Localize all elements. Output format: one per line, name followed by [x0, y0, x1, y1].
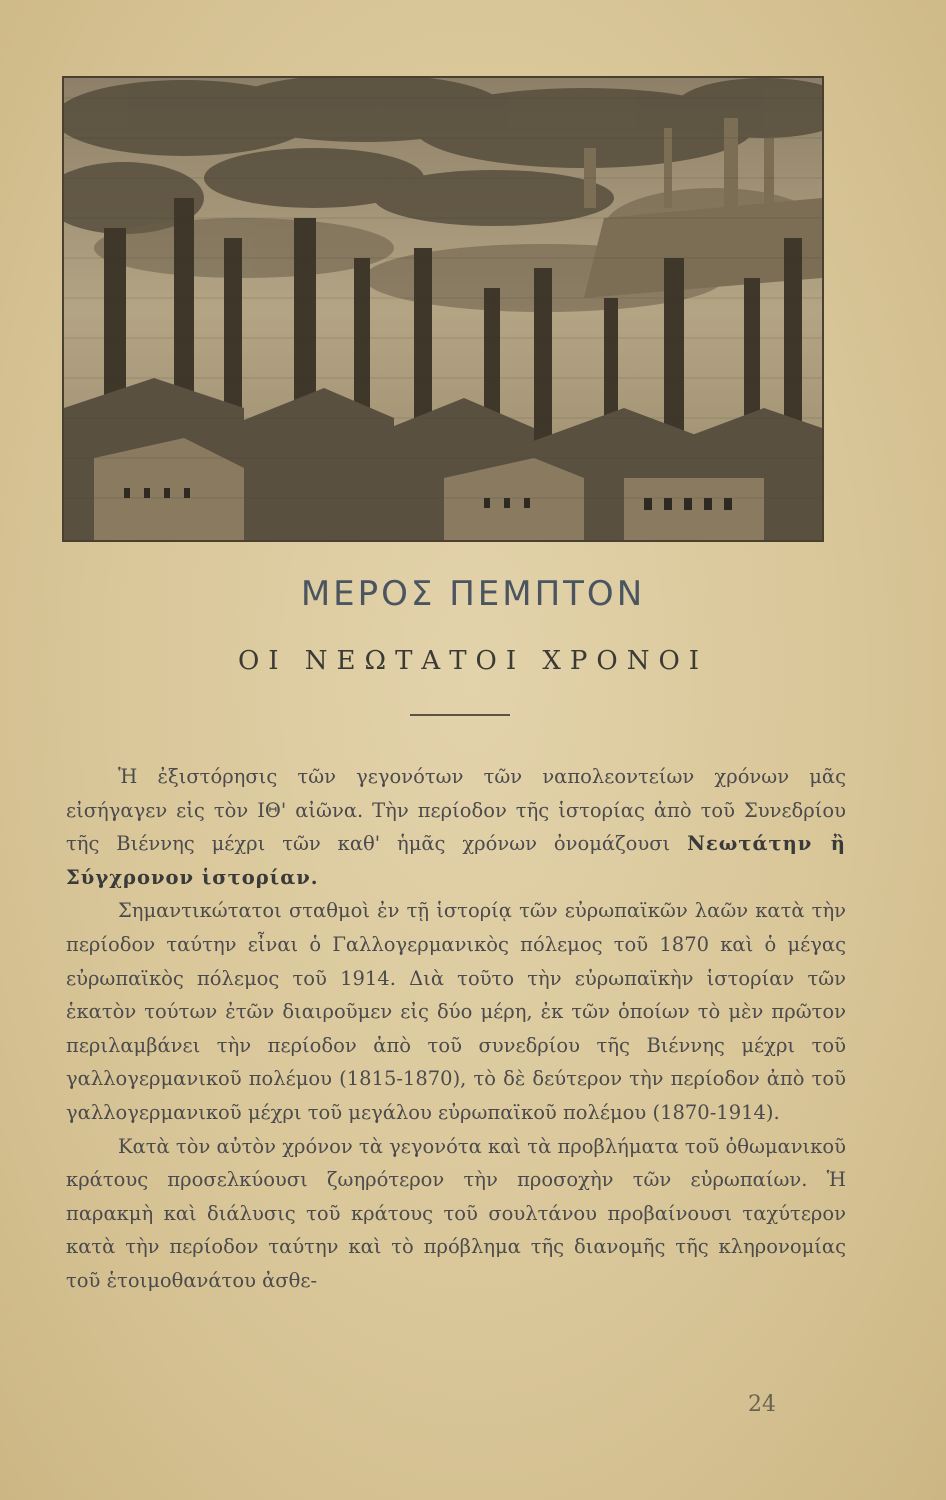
part-title: ΜΕΡΟΣ ΠΕΜΠΤΟΝ — [300, 574, 646, 614]
section-subtitle: ΟΙ ΝΕΩΤΑΤΟΙ ΧΡΟΝΟΙ — [237, 646, 709, 676]
body-text — [66, 760, 846, 1298]
paragraph: Κατὰ τὸν αὐτὸν χρόνον τὰ γεγονότα καὶ τὰ προβλήματα τοῦ ὀθωμανικοῦ κράτους προσελκύουσι ζωηρότερον τὴν προσοχὴν τῶν εὐρωπαίων. Ἡ παρακμὴ καὶ διάλυσις τοῦ κράτους τοῦ σουλτάνου προβαίνουσι ταχύτερον κατὰ τὴν περίοδον ταύτην καὶ τὸ πρόβλημα τῆς διανομῆς τῆς κληρονομίας τοῦ ἑτοιμοθανάτου ἀσθε- — [66, 1134, 846, 1292]
divider — [410, 714, 510, 716]
paragraph — [66, 760, 846, 894]
page-number: 24 — [748, 1392, 776, 1417]
industrial-city-illustration — [62, 76, 824, 542]
emphasized-term: Νεωτάτην ἢ Σύγχρονον ἱστορίαν. — [66, 832, 846, 889]
paragraph: Σημαντικώτατοι σταθμοὶ ἐν τῇ ἱστορίᾳ τῶν εὐρωπαϊκῶν λαῶν κατὰ τὴν περίοδον ταύτην εἶναι ὁ Γαλλογερμανικὸς πόλεμος τοῦ 1870 καὶ ὁ μέγας εὐρωπαϊκὸς πόλεμος τοῦ 1914. Διὰ τοῦτο τὴν εὐρωπαϊκὴν ἱστορίαν τῶν ἑκατὸν τούτων ἐτῶν διαιροῦμεν εἰς δύο μέρη, ἐκ τῶν ὁποίων τὸ μὲν πρῶτον περιλαμβάνει τὴν περίοδον ἀπὸ τοῦ συνεδρίου τῆς Βιέννης μέχρι τοῦ γαλλογερμανικοῦ πολέμου (1815-1870), τὸ δὲ δεύτερον τὴν περίοδον ἀπὸ τοῦ γαλλογερμανικοῦ μέχρι τοῦ μεγάλου εὐρωπαϊκοῦ πολέμου (1870-1914). — [66, 899, 846, 1124]
paragraph-text: Ἡ ἐξιστόρησις τῶν γεγονότων τῶν ναπολεοντείων χρόνων μᾶς εἰσήγαγεν εἰς τὸν ΙΘ' αἰῶνα. Τὴν περίοδον τῆς ἱστορίας ἀπὸ τοῦ Συνεδρίου τῆς Βιέννης μέχρι τῶν καθ' ἡμᾶς χρόνων ὀνομάζουσι — [66, 765, 846, 856]
